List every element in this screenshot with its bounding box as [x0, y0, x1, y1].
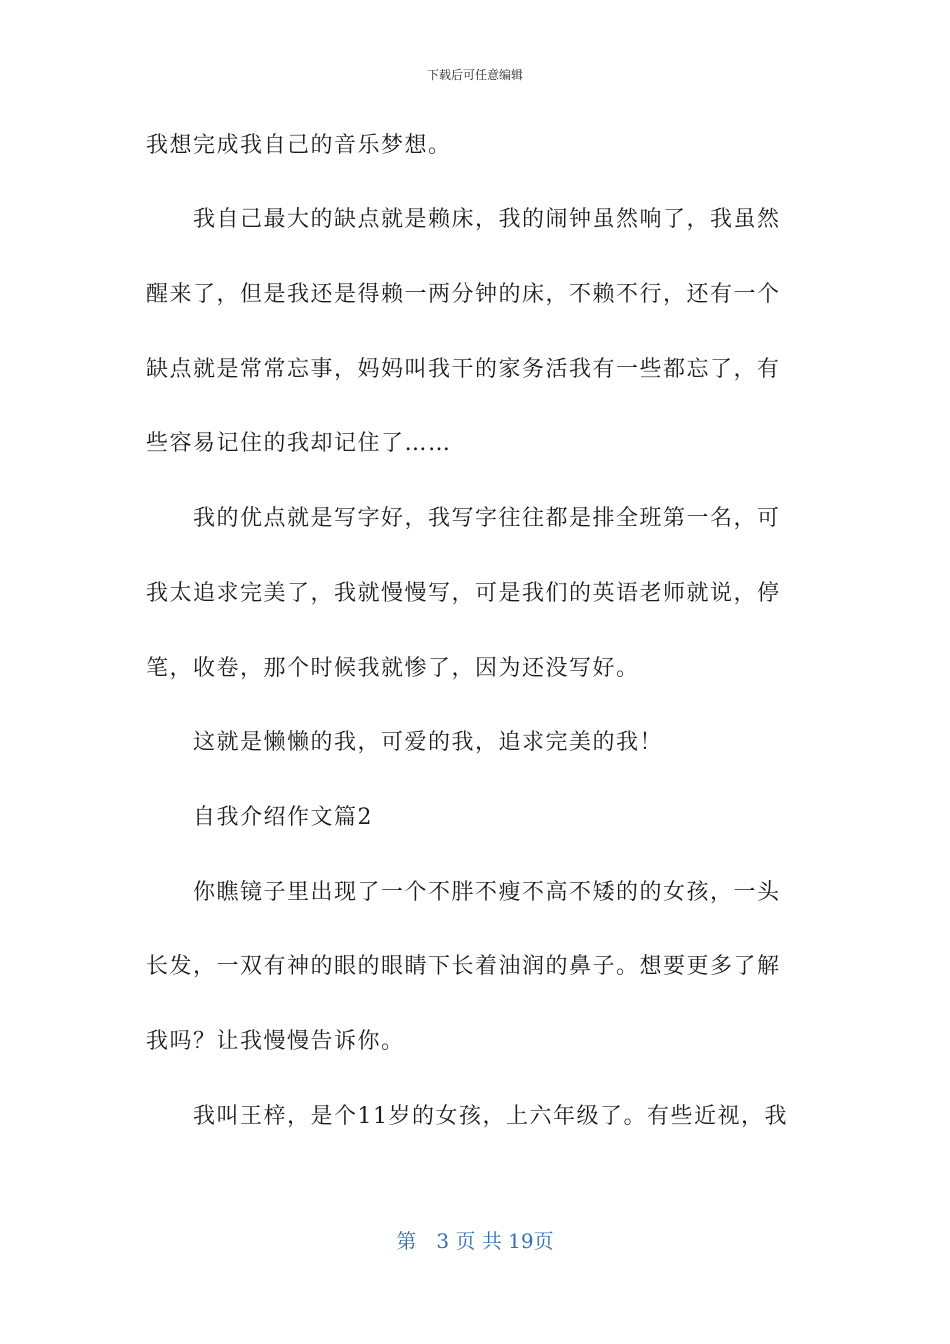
paragraph-line: 我的优点就是写字好，我写字往往都是排全班第一名，可 [193, 506, 781, 531]
text-line: 长发，一双有神的眼的眼睛下长着油润的鼻子。想要更多了解 [146, 954, 781, 979]
text-line: 笔，收卷，那个时候我就惨了，因为还没写好。 [146, 656, 640, 681]
text-line: 我太追求完美了，我就慢慢写，可是我们的英语老师就说，停 [146, 581, 781, 606]
text-line: 我吗？让我慢慢告诉你。 [146, 1029, 405, 1054]
text-line: 醒来了，但是我还是得赖一两分钟的床，不赖不行，还有一个 [146, 282, 781, 307]
text-line: 缺点就是常常忘事，妈妈叫我干的家务活我有一些都忘了，有 [146, 357, 781, 382]
paragraph-line: 我叫王梓，是个11岁的女孩，上六年级了。有些近视，我 [193, 1104, 788, 1129]
page-header: 下载后可任意编辑 [426, 68, 523, 82]
text-line: 些容易记住的我却记住了…… [146, 431, 452, 456]
paragraph-line: 这就是懒懒的我，可爱的我，追求完美的我！ [193, 730, 664, 755]
page-number-footer: 第 3 页 共 19页 [396, 1229, 554, 1253]
paragraph-line: 你瞧镜子里出现了一个不胖不瘦不高不矮的的女孩，一头 [193, 880, 781, 905]
paragraph-line: 我自己最大的缺点就是赖床，我的闹钟虽然响了，我虽然 [193, 207, 781, 232]
text-line: 我想完成我自己的音乐梦想。 [146, 133, 452, 158]
section-heading: 自我介绍作文篇2 [193, 805, 373, 830]
